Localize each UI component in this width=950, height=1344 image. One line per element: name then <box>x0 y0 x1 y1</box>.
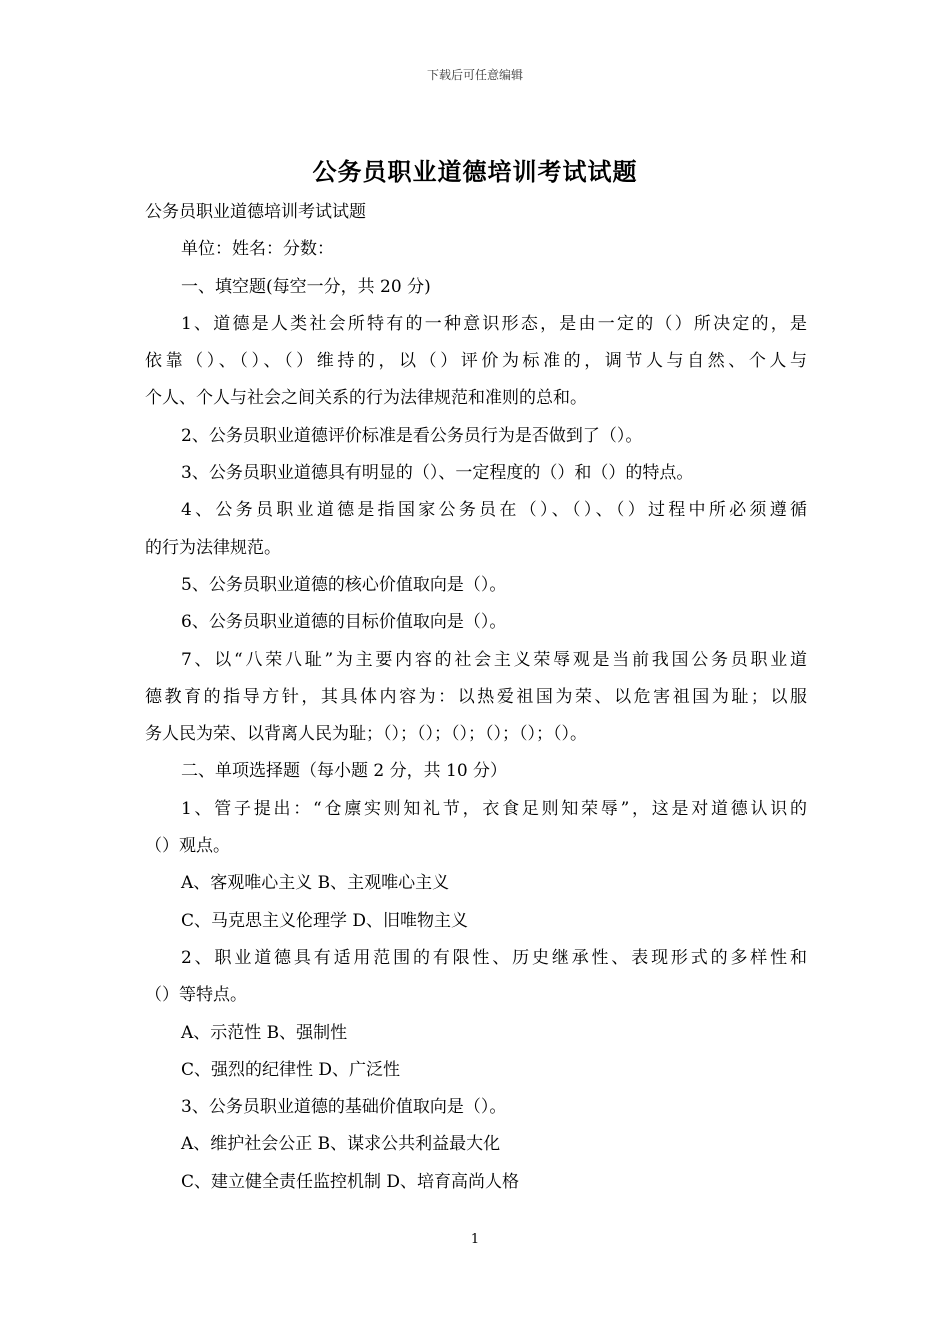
text-line: 6、公务员职业道德的目标价值取向是（）。 <box>181 612 507 633</box>
page-number: 1 <box>470 1232 480 1247</box>
text-line: 个人、个人与社会之间关系的行为法律规范和准则的总和。 <box>145 388 587 409</box>
text-line: C、马克思主义伦理学 D、旧唯物主义 <box>181 910 469 931</box>
text-line: 德教育的指导方针，其具体内容为：以热爱祖国为荣、以危害祖国为耻；以服 <box>145 686 807 707</box>
text-line: C、强烈的纪律性 D、广泛性 <box>181 1059 401 1080</box>
text-line: 二、单项选择题（每小题 2 分，共 10 分） <box>181 761 508 782</box>
text-line: 的行为法律规范。 <box>145 537 281 558</box>
header-note: 下载后可任意编辑 <box>426 68 523 82</box>
text-line: 依靠（）、（）、（）维持的，以（）评价为标准的，调节人与自然、个人与 <box>145 351 807 372</box>
text-line: （）观点。 <box>145 836 230 857</box>
text-line: 公务员职业道德培训考试试题 <box>145 202 366 222</box>
text-line: 4、公务员职业道德是指国家公务员在（）、（）、（）过程中所必须遵循 <box>181 500 807 521</box>
text-line: 7、以“八荣八耻”为主要内容的社会主义荣辱观是当前我国公务员职业道 <box>181 649 807 670</box>
text-line: 单位：姓名：分数： <box>181 239 334 260</box>
text-line: 3、公务员职业道德具有明显的（）、一定程度的（）和（）的特点。 <box>181 463 694 484</box>
text-line: 一、填空题(每空一分，共 20 分) <box>181 276 431 297</box>
text-line: 2、公务员职业道德评价标准是看公务员行为是否做到了（）。 <box>181 425 643 446</box>
text-line: 3、公务员职业道德的基础价值取向是（）。 <box>181 1097 507 1118</box>
text-line: 2、职业道德具有适用范围的有限性、历史继承性、表现形式的多样性和 <box>181 947 807 968</box>
text-line: A、客观唯心主义 B、主观唯心主义 <box>181 873 450 894</box>
text-line: （）等特点。 <box>145 985 247 1006</box>
text-line: A、示范性 B、强制性 <box>181 1022 348 1043</box>
document-body <box>145 194 807 1201</box>
text-line: 1、道德是人类社会所特有的一种意识形态，是由一定的（）所决定的，是 <box>181 313 807 334</box>
text-line: 5、公务员职业道德的核心价值取向是（）。 <box>181 574 507 595</box>
text-line: A、维护社会公正 B、谋求公共利益最大化 <box>181 1134 501 1155</box>
text-line: 务人民为荣、以背离人民为耻；（）；（）；（）；（）；（）；（）。 <box>145 724 587 745</box>
text-line: C、建立健全责任监控机制 D、培育高尚人格 <box>181 1171 520 1192</box>
page-title: 公务员职业道德培训考试试题 <box>312 157 638 186</box>
text-line: 1、管子提出：“仓廪实则知礼节，衣食足则知荣辱”，这是对道德认识的 <box>181 798 807 819</box>
